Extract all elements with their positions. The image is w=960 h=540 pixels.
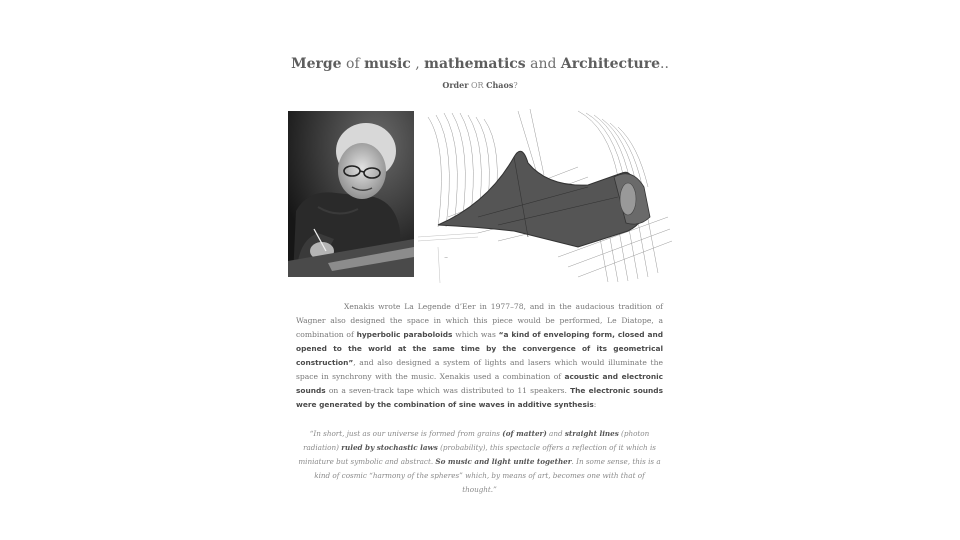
body-paragraph — [296, 300, 663, 412]
body-bold-3: acoustic and electronic sounds — [296, 372, 664, 395]
sketch-drawing — [418, 107, 676, 285]
title-dots: .. — [660, 56, 669, 72]
page-title — [0, 56, 960, 72]
quote-text-1: “In short, just as our universe is formed from grains — [309, 429, 503, 438]
photo-of-man-writing — [288, 111, 414, 277]
body-text-4: on a seven-track tape which was distributed to 11 speakers. — [325, 386, 571, 395]
title-music: music — [364, 56, 411, 72]
body-text-3: , and also designed a system of lights and lasers which would illuminate the space in synchrony with the music. Xenakis used a combination of — [296, 358, 663, 381]
quote-text-4: (probability), this spectacle offers a reflection of it which is miniature but symbolic and abstract. — [298, 443, 656, 466]
photo-drawing — [288, 111, 414, 277]
quote-bold-4: So music and light unite together — [435, 457, 572, 466]
title-comma: , — [410, 56, 425, 72]
page-subtitle — [0, 80, 960, 90]
body-bold-1: hyperbolic paraboloids — [356, 330, 453, 339]
body-bold-2: “a kind of enveloping form, closed and opened to the world at the same time by the convergence of its geometrical construction” — [296, 330, 663, 367]
body-text-2: which was — [452, 330, 499, 339]
quote-bold-2: straight lines — [564, 429, 619, 438]
title-and: and — [525, 56, 561, 72]
quote-text-5: . In some sense, this is a kind of cosmic “harmony of the spheres” which, by means of art, becomes one with that of thought.” — [314, 457, 661, 494]
title-mathematics: mathematics — [424, 56, 526, 72]
hyperbolic-paraboloid-sketch — [418, 107, 676, 285]
body-text-1: Xenakis wrote La Legende d’Eer in 1977–78, and in the audacious tradition of Wagner also designed the space in which this piece would be performed, Le Diatope, a combination of — [296, 302, 663, 339]
subtitle-or: OR — [468, 81, 487, 90]
sketch-caption: ~ — [444, 255, 449, 261]
title-merge: Merge — [291, 56, 342, 72]
quote-bold-1: (of matter) — [502, 429, 547, 438]
title-architecture: Architecture — [560, 56, 660, 72]
body-text-5: : — [593, 400, 597, 409]
quote-text-3: (photon radiation) — [303, 429, 650, 452]
subtitle-order: Order — [442, 80, 469, 90]
subtitle-chaos: Chaos — [486, 80, 514, 90]
title-of: of — [341, 56, 365, 72]
quote-block — [296, 427, 663, 497]
body-bold-4: The electronic sounds were generated by the combination of sine waves in additive synthesis — [296, 386, 663, 409]
subtitle-question: ? — [513, 81, 518, 90]
quote-bold-3: ruled by stochastic laws — [341, 443, 438, 452]
quote-text-2: and — [546, 429, 565, 438]
